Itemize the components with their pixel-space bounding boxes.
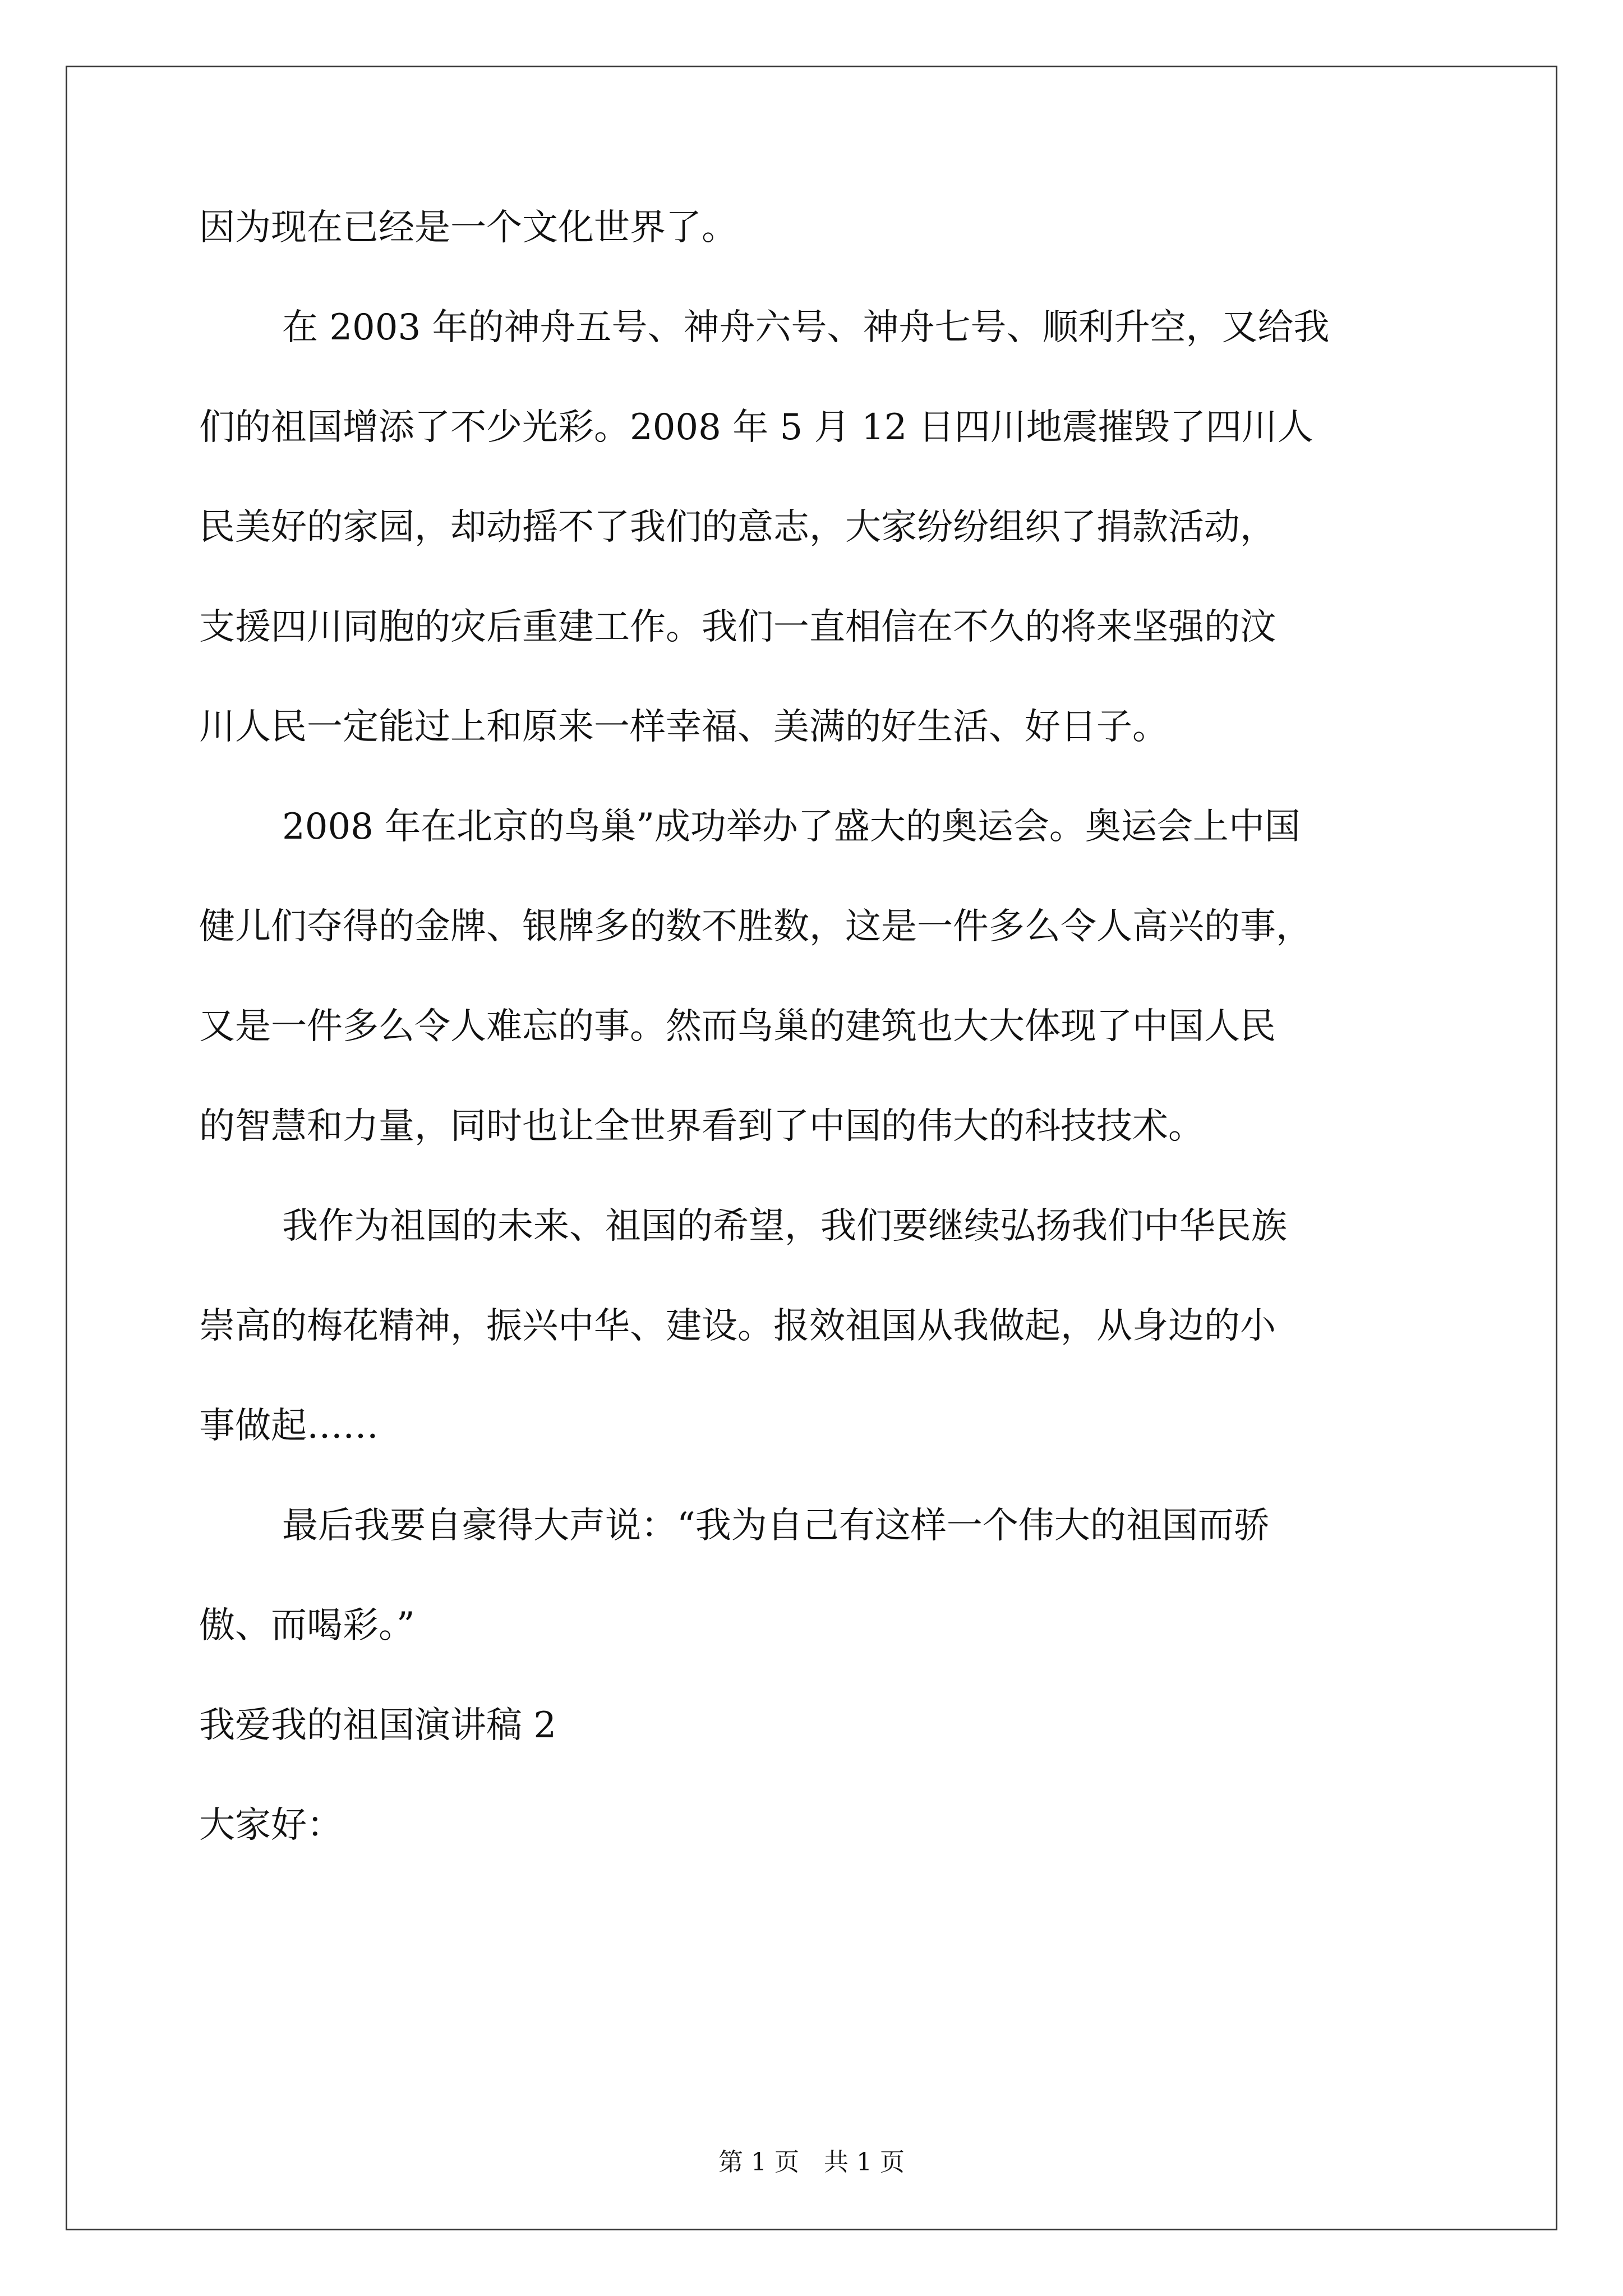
text-line: 崇高的梅花精神，振兴中华、建设。报效祖国从我做起，从身边的小 [199,1305,1276,1347]
page-footer [0,2148,1623,2177]
text-line: 们的祖国增添了不少光彩。2008 年 5 月 12 日四川地震摧毁了四川人 [199,407,1313,448]
salutation: 大家好： [199,1805,343,1846]
text-line: 健儿们夺得的金牌、银牌多的数不胜数，这是一件多么令人高兴的事， [199,906,1312,947]
text-line: 事做起…… [199,1405,379,1447]
text-line: 支援四川同胞的灾后重建工作。我们一直相信在不久的将来坚强的汶 [199,606,1276,648]
text-line: 在 2003 年的神舟五号、神舟六号、神舟七号、顺利升空，又给我 [282,307,1330,348]
text-line: 因为现在已经是一个文化世界了。 [199,207,737,249]
section-heading: 我爱我的祖国演讲稿 2 [199,1705,557,1746]
text-line: 2008 年在北京的鸟巢”成功举办了盛大的奥运会。奥运会上中国 [282,806,1301,848]
text-line: 又是一件多么令人难忘的事。然而鸟巢的建筑也大大体现了中国人民 [199,1006,1276,1047]
text-line: 川人民一定能过上和原来一样幸福、美满的好生活、好日子。 [199,706,1168,748]
page-number: 第 1 页 共 1 页 [718,2148,905,2177]
text-line: 我作为祖国的未来、祖国的希望，我们要继续弘扬我们中华民族 [282,1205,1287,1247]
text-line: 最后我要自豪得大声说：“我为自己有这样一个伟大的祖国而骄 [282,1505,1270,1547]
text-line: 民美好的家园，却动摇不了我们的意志，大家纷纷组织了捐款活动， [199,507,1276,548]
page-border [66,66,1557,2230]
text-line: 傲、而喝彩。” [199,1605,415,1646]
text-line: 的智慧和力量，同时也让全世界看到了中国的伟大的科技技术。 [199,1106,1204,1147]
